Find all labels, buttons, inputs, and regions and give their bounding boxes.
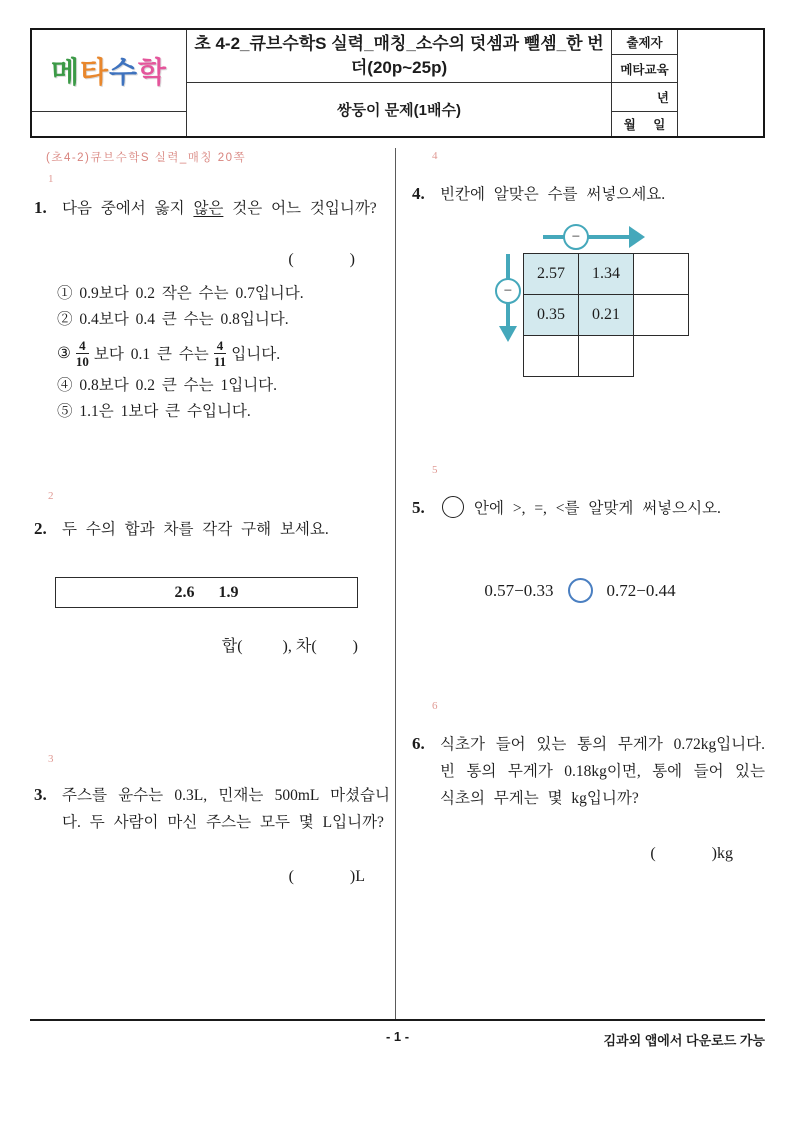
expression-right: 0.72−0.44 xyxy=(606,580,676,600)
minus-circle-vertical xyxy=(495,278,521,304)
worksheet-subtitle: 쌍둥이 문제(1배수) xyxy=(187,83,612,136)
header-table xyxy=(30,28,765,138)
grid-cell: 2.57 xyxy=(524,254,579,295)
problem-4-number: 4. xyxy=(412,184,425,203)
fraction-numerator: 4 xyxy=(76,338,89,354)
logo-empty-cell xyxy=(32,112,187,136)
fraction-numerator: 4 xyxy=(214,338,227,354)
grid-cell-empty xyxy=(524,336,579,377)
choice-3-marker: ③ xyxy=(57,344,71,362)
problem-4-question: 빈칸에 알맞은 수를 써넣으세요. xyxy=(440,186,666,203)
problem-1-question xyxy=(62,195,390,222)
logo-char-2: 타 xyxy=(79,57,109,89)
problem-1-number: 1. xyxy=(34,198,47,217)
minus-sign: − xyxy=(571,228,581,245)
choice-5: ⑤ 1.1은 1보다 큰 수입니다. xyxy=(57,403,251,420)
problem-1-question-underline: 않은 xyxy=(193,200,224,217)
grid-cell-empty xyxy=(579,336,634,377)
page-number: - 1 - xyxy=(385,1029,410,1044)
column-divider xyxy=(395,148,396,1019)
minus-sign: − xyxy=(503,282,513,299)
author-label: 출제자 xyxy=(612,30,678,55)
grid-cell-empty xyxy=(634,295,689,336)
worksheet-title: 초 4-2_큐브수학S 실력_매칭_소수의 덧셈과 뺄셈_한 번 더(20p~25p) xyxy=(187,30,612,83)
fraction-4-11 xyxy=(214,338,227,369)
box-value-1: 2.6 xyxy=(174,583,195,601)
answer-circle-icon xyxy=(442,496,464,518)
problem-4-diagram xyxy=(410,224,710,384)
problem-1 xyxy=(34,195,390,222)
problem-5-number: 5. xyxy=(412,498,425,517)
table-row xyxy=(524,254,689,295)
meta-math-logo xyxy=(51,50,167,91)
problem-6-tag: 6 xyxy=(432,700,438,712)
problem-2-question: 두 수의 합과 차를 각각 구해 보세요. xyxy=(62,521,329,538)
problem-3-tag: 3 xyxy=(48,753,54,765)
month-day-label: 월 일 xyxy=(612,112,678,136)
grid-cell: 0.21 xyxy=(579,295,634,336)
logo-char-1: 메 xyxy=(50,57,80,89)
table-row xyxy=(524,295,689,336)
problem-2-answer-blank: 합( ), 차( ) xyxy=(221,638,358,655)
problem-2-tag: 2 xyxy=(48,490,54,502)
download-note: 김과외 앱에서 다운로드 가능 xyxy=(603,1033,765,1048)
grid-cell: 1.34 xyxy=(579,254,634,295)
box-value-2: 1.9 xyxy=(218,583,239,601)
expression-left: 0.57−0.33 xyxy=(484,580,554,600)
logo-char-4: 학 xyxy=(138,57,168,89)
problem-5 xyxy=(412,495,765,522)
problem-6-question: 식초가 들어 있는 통의 무게가 0.72kg입니다. 빈 통의 무게가 0.18kg이면, 통에 들어 있는 식초의 무게는 몇 kg입니까? xyxy=(440,736,765,807)
problem-1-answer-blank: ( ) xyxy=(288,251,355,268)
grid-cell-empty xyxy=(634,254,689,295)
problem-4-tag: 4 xyxy=(432,150,438,162)
problem-5-tag: 5 xyxy=(432,464,438,476)
problem-3-question: 주스를 윤수는 0.3L, 민재는 500mL 마셨습니다. 두 사람이 마신 주스는 모두 몇 L입니까? xyxy=(62,787,390,831)
problem-1-question-after: 것은 어느 것입니까? xyxy=(223,200,377,217)
choice-1: ① 0.9보다 0.2 작은 수는 0.7입니다. xyxy=(57,285,304,302)
horizontal-arrowhead-icon xyxy=(629,226,645,248)
logo-cell xyxy=(32,30,187,112)
vertical-arrowhead-icon xyxy=(499,326,517,342)
problem-6-number: 6. xyxy=(412,734,425,753)
header-blank-cell xyxy=(678,30,763,136)
problem-6 xyxy=(412,731,765,812)
choice-2: ② 0.4보다 0.4 큰 수는 0.8입니다. xyxy=(57,311,289,328)
fraction-denominator: 10 xyxy=(75,353,89,369)
problem-3-answer-blank: ( )L xyxy=(288,868,365,885)
choice-4: ④ 0.8보다 0.2 큰 수는 1입니다. xyxy=(57,377,278,394)
grid-cell: 0.35 xyxy=(524,295,579,336)
fraction-4-10 xyxy=(76,338,89,369)
problem-5-expression xyxy=(410,578,750,603)
problem-2-number-box xyxy=(55,577,358,608)
problem-4-grid xyxy=(523,253,689,377)
problem-2 xyxy=(34,516,390,543)
problem-3-number: 3. xyxy=(34,785,47,804)
logo-char-3: 수 xyxy=(109,57,139,89)
year-label: 년 xyxy=(612,83,678,112)
choice-3-middle: 보다 0.1 큰 수는 xyxy=(93,346,209,363)
footer-rule xyxy=(30,1019,765,1021)
choice-3 xyxy=(57,333,389,373)
problem-1-choices xyxy=(57,281,389,425)
problem-5-question xyxy=(440,495,765,522)
source-note: (초4-2)큐브수학S 실력_매칭 20쪽 xyxy=(46,152,247,164)
author-value: 메타교육 xyxy=(612,55,678,83)
table-row xyxy=(524,336,689,377)
problem-2-number: 2. xyxy=(34,519,47,538)
problem-4 xyxy=(412,181,765,208)
choice-3-tail: 입니다. xyxy=(231,346,281,363)
problem-1-question-before: 다음 중에서 옳지 xyxy=(62,200,194,217)
grid-cell-missing xyxy=(634,336,689,377)
minus-circle-horizontal xyxy=(563,224,589,250)
problem-6-answer-blank: ( )kg xyxy=(650,845,733,862)
problem-5-question-text: 안에 >, =, <를 알맞게 써넣으시오. xyxy=(474,500,721,517)
problem-1-tag: 1 xyxy=(48,173,54,185)
comparison-circle-icon xyxy=(568,578,593,603)
fraction-denominator: 11 xyxy=(213,353,227,369)
problem-3 xyxy=(34,782,390,836)
